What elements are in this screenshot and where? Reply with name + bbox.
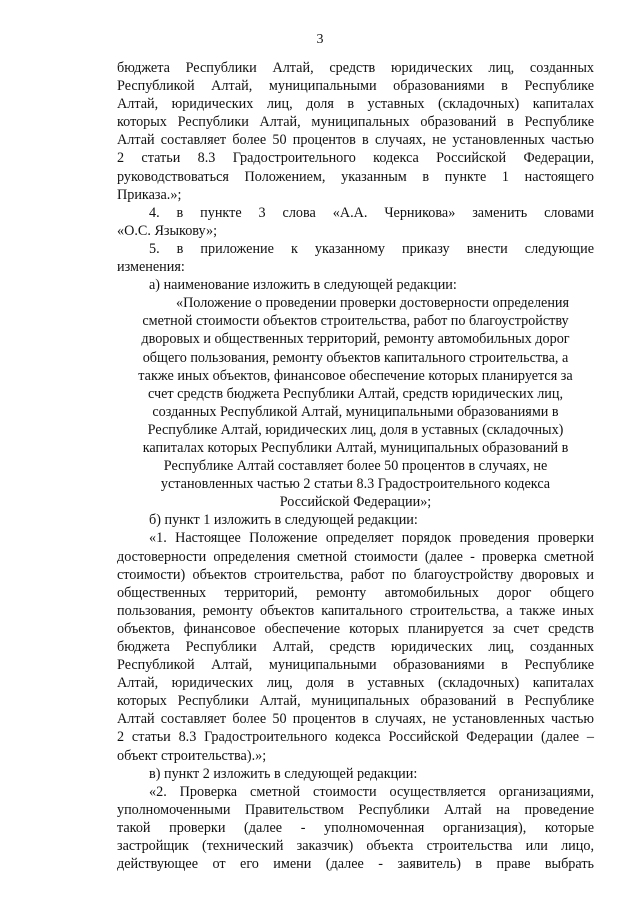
text-line: действующее от его имени (далее - заявитель) в праве выбрать <box>117 856 594 873</box>
text-line: Алтай, юридических лиц, доля в уставных (складочных) капиталах <box>117 96 594 113</box>
text-line: созданных Республикой Алтай, муниципальными образованиями в <box>152 403 559 420</box>
text-line: общественных территорий, ремонту автомобильных дорог общего <box>117 584 594 601</box>
text-line: «О.С. Языкову»; <box>117 222 218 239</box>
text-line: достоверности определения сметной стоимости (далее - проверка сметной <box>117 548 594 565</box>
text-line: которых Республики Алтай, муниципальных образований в Республике <box>117 693 594 710</box>
text-line: Республикой Алтай, муниципальными образованиями в Республике <box>117 657 594 674</box>
text-line: установленных частью 2 статьи 8.3 Градостроительного кодекса <box>160 476 551 493</box>
text-line: б) пункт 1 изложить в следующей редакции: <box>149 512 418 529</box>
text-line: такой проверки (далее - уполномоченная организация), которые <box>117 819 594 836</box>
text-line: дворовых и общественных территорий, ремонту автомобильных дорог <box>141 331 570 348</box>
text-line: изменения: <box>117 259 185 276</box>
text-line: объект строительства).»; <box>117 747 267 764</box>
text-line: Российской Федерации»; <box>279 494 432 511</box>
text-line: Алтай, юридических лиц, доля в уставных (складочных) капиталах <box>117 675 594 692</box>
text-line: 2 статьи 8.3 Градостроительного кодекса Российской Федерации, <box>117 150 594 167</box>
text-line: застройщик (технический заказчик) объекта строительства или лицо, <box>117 838 594 855</box>
text-line: сметной стоимости объектов строительства, работ по благоустройству <box>142 313 569 330</box>
text-line: Республике Алтай, юридических лиц, доля в уставных (складочных) <box>147 421 564 438</box>
text-line: Республике Алтай составляет более 50 процентов в случаях, не <box>163 458 548 475</box>
text-line: объектов, финансовое обеспечение которых планируется за счет средств <box>117 620 594 637</box>
text-line: счет средств бюджета Республики Алтай, средств юридических лиц, <box>147 385 564 402</box>
text-line: руководствоваться Положением, указанным в пункте 1 настоящего <box>117 168 594 185</box>
text-line: пользования, ремонту объектов капитального строительства, а также иных <box>117 602 594 619</box>
text-line: капиталах которых Республики Алтай, муниципальных образований в <box>142 439 569 456</box>
text-line: 4. в пункте 3 слова «А.А. Черникова» заменить словами <box>149 204 594 221</box>
text-line: уполномоченными Правительством Республики Алтай на проведение <box>117 801 594 818</box>
text-line: 2 статьи 8.3 Градостроительного кодекса Российской Федерации (далее – <box>117 729 594 746</box>
text-line: бюджета Республики Алтай, средств юридических лиц, созданных <box>117 60 594 76</box>
text-line: 5. в приложение к указанному приказу внести следующие <box>149 240 594 257</box>
text-line: общего пользования, ремонту объектов капитального строительства, а <box>142 349 569 366</box>
text-line: которых Республики Алтай, муниципальных образований в Республике <box>117 114 594 131</box>
page-number: 3 <box>316 32 324 47</box>
document-body <box>117 59 594 873</box>
text-line: в) пункт 2 изложить в следующей редакции: <box>149 765 418 782</box>
text-line: также иных объектов, финансовое обеспечение которых планируется за <box>138 367 573 384</box>
text-line: Алтай составляет более 50 процентов в случаях, не установленных частью <box>117 711 594 728</box>
text-line: стоимости) объектов строительства, работ по благоустройству дворовых и <box>117 566 594 583</box>
text-line: Республикой Алтай, муниципальными образованиями в Республике <box>117 78 594 95</box>
text-line: «1. Настоящее Положение определяет порядок проведения проверки <box>149 530 594 547</box>
text-line: Алтай составляет более 50 процентов в случаях, не установленных частью <box>117 132 594 149</box>
text-line: «Положение о проведении проверки достоверности определения <box>175 295 570 312</box>
text-line: бюджета Республики Алтай, средств юридических лиц, созданных <box>117 639 594 655</box>
text-line: «2. Проверка сметной стоимости осуществляется организациями, <box>149 783 594 800</box>
text-line: Приказа.»; <box>117 186 182 203</box>
text-line: а) наименование изложить в следующей редакции: <box>149 277 457 294</box>
